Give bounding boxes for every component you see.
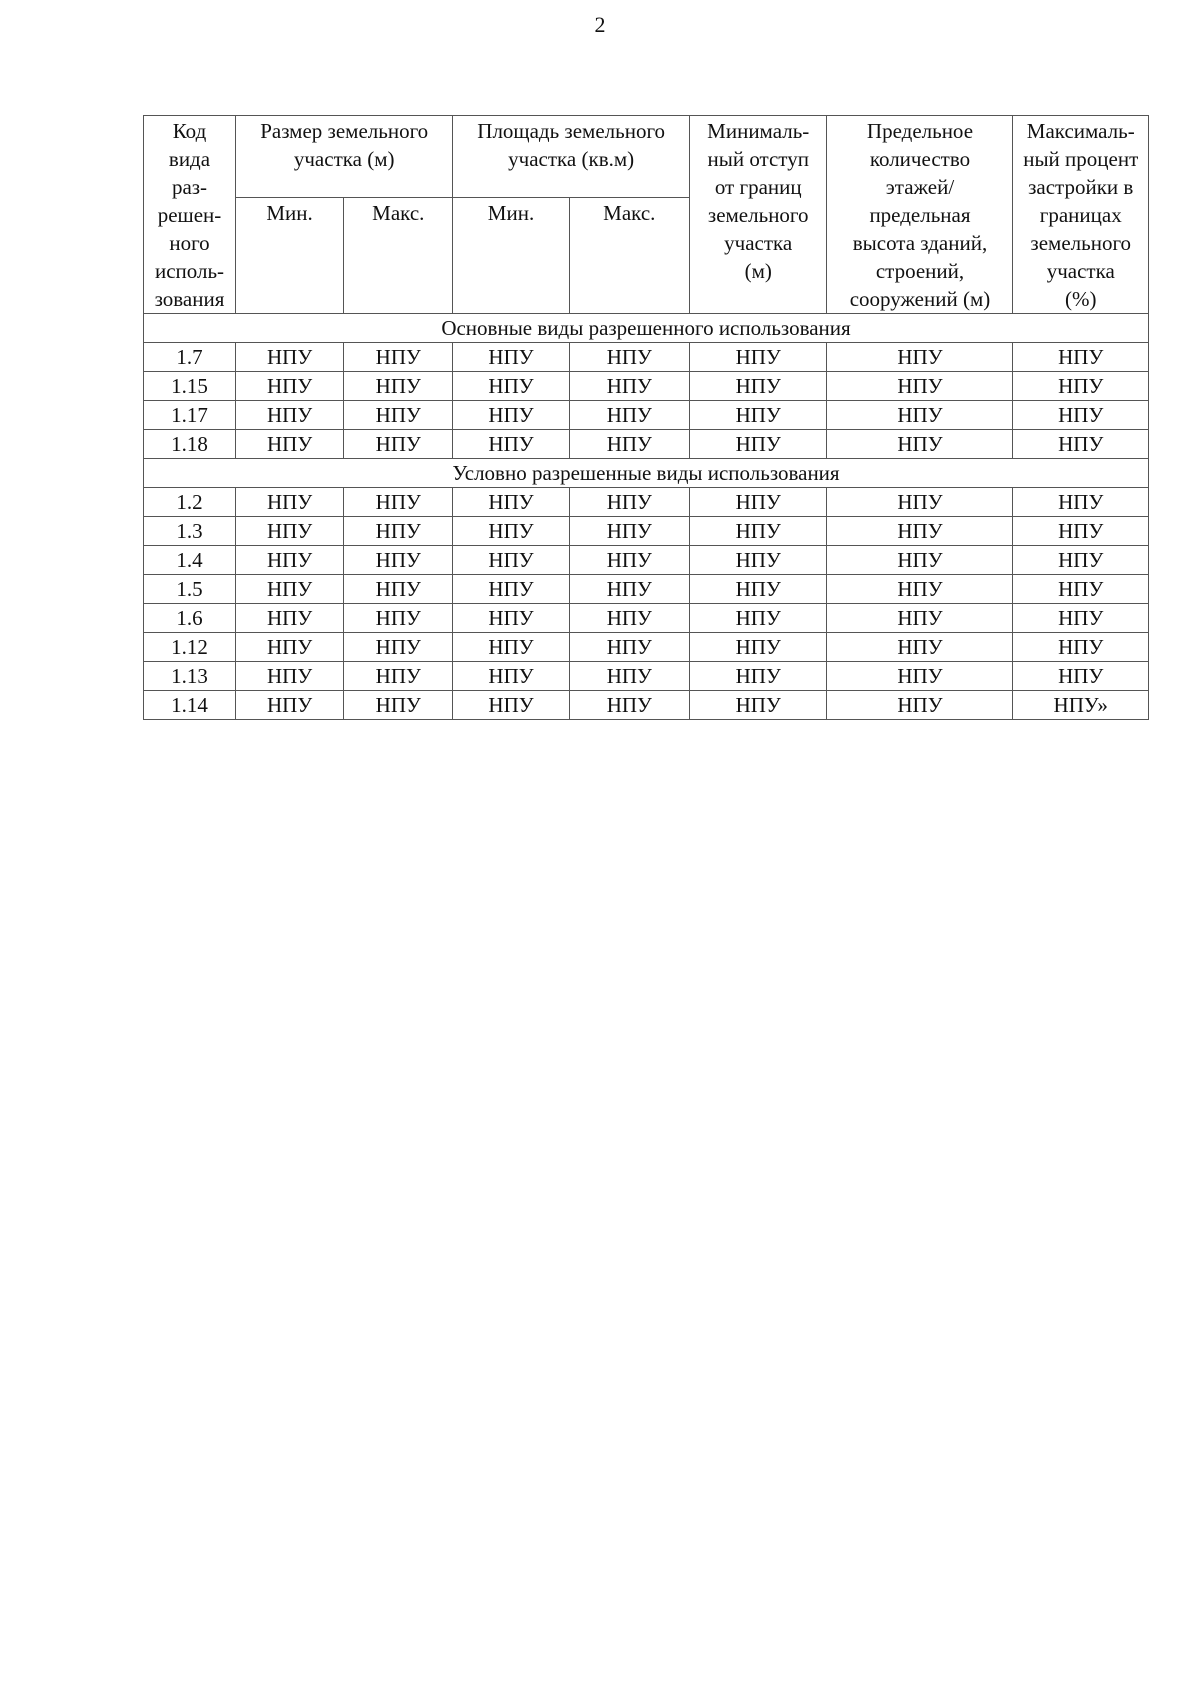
header-code: Код вида раз- решен- ного исполь- зования — [144, 116, 236, 314]
cell-area-max: НПУ — [569, 604, 689, 633]
cell-percent: НПУ — [1013, 488, 1149, 517]
cell-indent: НПУ — [689, 633, 827, 662]
cell-size-min: НПУ — [236, 401, 344, 430]
cell-size-max: НПУ — [344, 633, 453, 662]
cell-indent: НПУ — [689, 662, 827, 691]
header-area-min: Мин. — [453, 198, 569, 314]
cell-code: 1.13 — [144, 662, 236, 691]
cell-code: 1.17 — [144, 401, 236, 430]
cell-indent: НПУ — [689, 517, 827, 546]
cell-area-min: НПУ — [453, 604, 569, 633]
cell-size-min: НПУ — [236, 488, 344, 517]
header-plot-area: Площадь земельного участка (кв.м) — [453, 116, 690, 198]
cell-percent: НПУ — [1013, 604, 1149, 633]
cell-indent: НПУ — [689, 343, 827, 372]
cell-area-max: НПУ — [569, 517, 689, 546]
cell-indent: НПУ — [689, 546, 827, 575]
cell-indent: НПУ — [689, 401, 827, 430]
cell-size-max: НПУ — [344, 546, 453, 575]
cell-percent: НПУ — [1013, 633, 1149, 662]
cell-size-min: НПУ — [236, 343, 344, 372]
header-floors-height: Предельное количество этажей/ предельная высота зданий, строений, сооружений (м) — [827, 116, 1013, 314]
cell-area-max: НПУ — [569, 546, 689, 575]
cell-size-max: НПУ — [344, 488, 453, 517]
cell-floors: НПУ — [827, 633, 1013, 662]
cell-code: 1.4 — [144, 546, 236, 575]
cell-size-max: НПУ — [344, 372, 453, 401]
cell-indent: НПУ — [689, 604, 827, 633]
cell-area-min: НПУ — [453, 517, 569, 546]
cell-indent: НПУ — [689, 372, 827, 401]
cell-percent: НПУ — [1013, 546, 1149, 575]
cell-code: 1.7 — [144, 343, 236, 372]
cell-size-max: НПУ — [344, 575, 453, 604]
cell-indent: НПУ — [689, 691, 827, 720]
cell-size-max: НПУ — [344, 430, 453, 459]
cell-percent: НПУ — [1013, 372, 1149, 401]
table-row — [144, 575, 1149, 604]
cell-area-min: НПУ — [453, 546, 569, 575]
cell-area-min: НПУ — [453, 343, 569, 372]
cell-size-min: НПУ — [236, 430, 344, 459]
cell-size-min: НПУ — [236, 372, 344, 401]
cell-size-max: НПУ — [344, 604, 453, 633]
table-row — [144, 691, 1149, 720]
cell-size-min: НПУ — [236, 691, 344, 720]
cell-code: 1.2 — [144, 488, 236, 517]
header-area-max: Макс. — [569, 198, 689, 314]
header-plot-size: Размер земельного участка (м) — [236, 116, 453, 198]
header-size-max: Макс. — [344, 198, 453, 314]
table-row — [144, 343, 1149, 372]
section-title: Условно разрешенные виды использования — [144, 459, 1149, 488]
cell-floors: НПУ — [827, 604, 1013, 633]
header-size-min: Мин. — [236, 198, 344, 314]
table-body — [144, 314, 1149, 720]
cell-area-max: НПУ — [569, 488, 689, 517]
cell-area-max: НПУ — [569, 633, 689, 662]
cell-size-min: НПУ — [236, 546, 344, 575]
cell-code: 1.3 — [144, 517, 236, 546]
land-use-regulations-table — [143, 115, 1149, 720]
cell-area-max: НПУ — [569, 343, 689, 372]
header-min-indent: Минималь- ный отступ от границ земельного участка (м) — [689, 116, 827, 314]
cell-size-min: НПУ — [236, 633, 344, 662]
cell-size-min: НПУ — [236, 517, 344, 546]
header-max-percent: Максималь- ный процент застройки в границах земельного участка (%) — [1013, 116, 1149, 314]
cell-percent: НПУ — [1013, 343, 1149, 372]
cell-area-max: НПУ — [569, 575, 689, 604]
cell-code: 1.12 — [144, 633, 236, 662]
table-row — [144, 546, 1149, 575]
table-row — [144, 662, 1149, 691]
cell-area-min: НПУ — [453, 488, 569, 517]
cell-area-max: НПУ — [569, 372, 689, 401]
cell-area-min: НПУ — [453, 372, 569, 401]
cell-code: 1.6 — [144, 604, 236, 633]
cell-area-min: НПУ — [453, 575, 569, 604]
cell-area-min: НПУ — [453, 691, 569, 720]
cell-indent: НПУ — [689, 488, 827, 517]
cell-size-max: НПУ — [344, 662, 453, 691]
cell-area-min: НПУ — [453, 430, 569, 459]
table-header — [144, 116, 1149, 314]
cell-floors: НПУ — [827, 662, 1013, 691]
cell-area-min: НПУ — [453, 401, 569, 430]
cell-percent: НПУ» — [1013, 691, 1149, 720]
section-row — [144, 314, 1149, 343]
section-row — [144, 459, 1149, 488]
cell-code: 1.18 — [144, 430, 236, 459]
cell-floors: НПУ — [827, 517, 1013, 546]
cell-indent: НПУ — [689, 430, 827, 459]
cell-floors: НПУ — [827, 372, 1013, 401]
cell-floors: НПУ — [827, 488, 1013, 517]
cell-floors: НПУ — [827, 430, 1013, 459]
table-row — [144, 430, 1149, 459]
cell-area-max: НПУ — [569, 430, 689, 459]
cell-size-min: НПУ — [236, 662, 344, 691]
cell-floors: НПУ — [827, 401, 1013, 430]
section-title: Основные виды разрешенного использования — [144, 314, 1149, 343]
cell-percent: НПУ — [1013, 430, 1149, 459]
cell-size-min: НПУ — [236, 575, 344, 604]
cell-percent: НПУ — [1013, 575, 1149, 604]
table-row — [144, 604, 1149, 633]
table-row — [144, 517, 1149, 546]
cell-area-max: НПУ — [569, 662, 689, 691]
cell-percent: НПУ — [1013, 401, 1149, 430]
table-row — [144, 488, 1149, 517]
cell-floors: НПУ — [827, 343, 1013, 372]
cell-area-min: НПУ — [453, 633, 569, 662]
cell-code: 1.5 — [144, 575, 236, 604]
cell-floors: НПУ — [827, 546, 1013, 575]
cell-size-max: НПУ — [344, 517, 453, 546]
cell-code: 1.14 — [144, 691, 236, 720]
cell-size-min: НПУ — [236, 604, 344, 633]
cell-size-max: НПУ — [344, 343, 453, 372]
cell-area-min: НПУ — [453, 662, 569, 691]
cell-code: 1.15 — [144, 372, 236, 401]
cell-indent: НПУ — [689, 575, 827, 604]
cell-floors: НПУ — [827, 575, 1013, 604]
table-row — [144, 633, 1149, 662]
cell-percent: НПУ — [1013, 517, 1149, 546]
cell-floors: НПУ — [827, 691, 1013, 720]
cell-percent: НПУ — [1013, 662, 1149, 691]
cell-size-max: НПУ — [344, 691, 453, 720]
page-number: 2 — [594, 12, 606, 37]
table-row — [144, 372, 1149, 401]
table-row — [144, 401, 1149, 430]
cell-area-max: НПУ — [569, 401, 689, 430]
cell-size-max: НПУ — [344, 401, 453, 430]
cell-area-max: НПУ — [569, 691, 689, 720]
